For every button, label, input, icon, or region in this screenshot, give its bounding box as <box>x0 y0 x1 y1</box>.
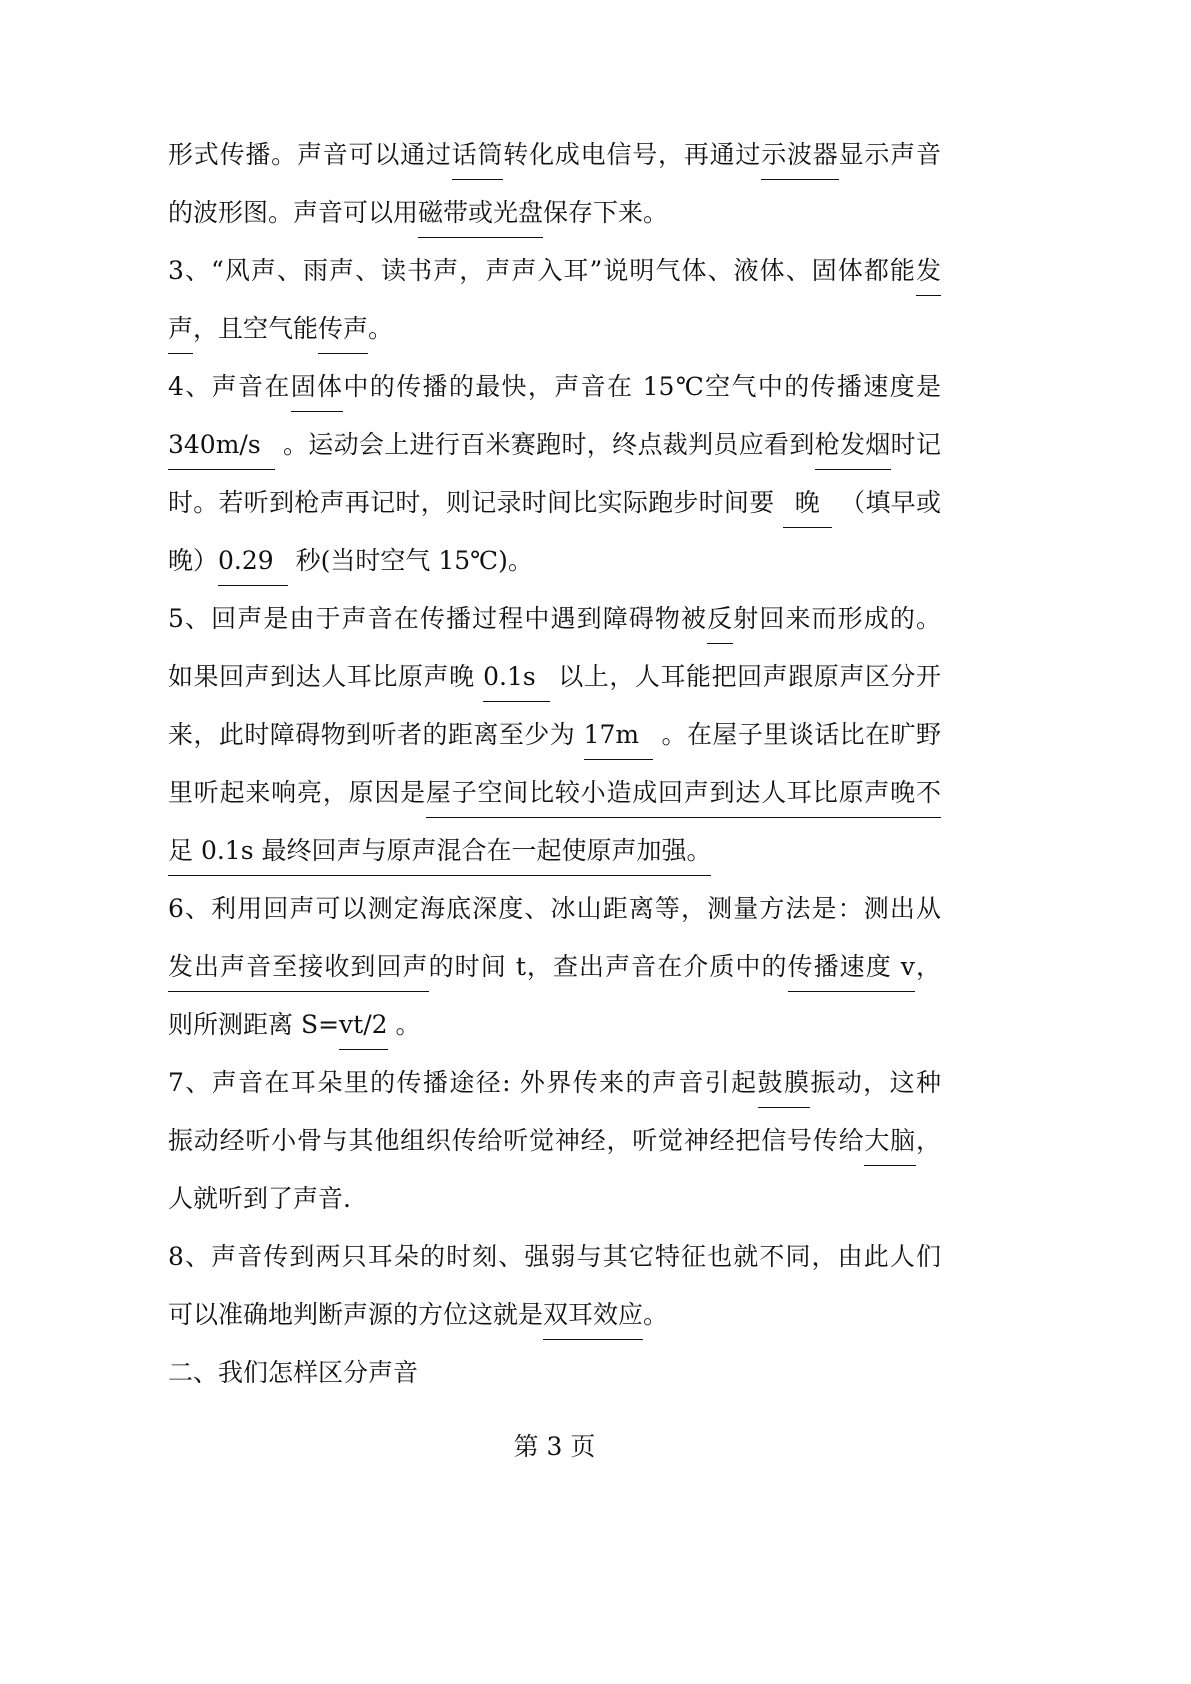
text-segment: 时记 <box>890 430 941 459</box>
text-segment: 。在屋子里谈话比在旷野 <box>653 720 941 749</box>
text-line <box>168 706 941 764</box>
text-segment: ，且空气能 <box>193 314 319 343</box>
text-segment: 的时间 t，查出声音在介质中的 <box>428 952 788 981</box>
text-line <box>168 532 941 590</box>
text-segment: 射回来而形成的。 <box>733 604 941 633</box>
text-segment: ， <box>915 1126 941 1155</box>
text-line <box>168 300 941 358</box>
answer-underline: 340m/s <box>168 430 275 470</box>
answer-underline: 17m <box>584 720 654 760</box>
page-number: 第 3 页 <box>513 1432 596 1461</box>
text-segment: 。 <box>643 1300 669 1329</box>
text-segment: 形式传播。声音可以通过 <box>168 140 452 169</box>
answer-underline: 反 <box>707 604 733 644</box>
text-segment: 5、回声是由于声音在传播过程中遇到障碍物被 <box>168 604 708 633</box>
text-line <box>168 1286 941 1344</box>
text-line <box>168 126 941 184</box>
text-segment: 显示声音 <box>838 140 941 169</box>
text-segment: 则所测距离 S= <box>168 1010 340 1039</box>
text-segment: ， <box>914 952 941 981</box>
text-segment: 的波形图。声音可以用 <box>168 198 419 227</box>
text-line <box>168 764 941 822</box>
text-line <box>168 416 941 474</box>
text-segment: 可以准确地判断声源的方位这就是 <box>168 1300 544 1329</box>
text-line <box>168 996 941 1054</box>
text-line <box>168 1228 941 1286</box>
answer-underline: 传声 <box>318 314 368 354</box>
answer-underline: 示波器 <box>761 140 838 180</box>
text-line <box>168 358 941 416</box>
text-line <box>168 648 941 706</box>
text-line <box>168 474 941 532</box>
text-segment: 二、我们怎样区分声音 <box>168 1358 419 1387</box>
text-segment: 4、声音在 <box>168 372 291 401</box>
answer-underline: 晚 <box>783 488 832 528</box>
text-segment: 3、“风声、雨声、读书声，声声入耳”说明气体、液体、固体都能 <box>168 256 916 285</box>
text-line <box>168 242 941 300</box>
text-line <box>168 590 941 648</box>
answer-underline: 磁带或光盘 <box>418 198 543 238</box>
answer-underline: 声 <box>168 314 193 354</box>
text-segment: 人就听到了声音. <box>168 1184 351 1213</box>
text-segment: 如果回声到达人耳比原声晚 <box>168 662 484 691</box>
text-segment: 里听起来响亮，原因是 <box>168 778 426 807</box>
text-segment: 中的传播的最快，声音在 15℃空气中的传播速度是 <box>343 372 941 401</box>
text-segment: 振动，这种 <box>810 1068 941 1097</box>
text-segment: 晚） <box>168 546 219 575</box>
text-segment: 7、声音在耳朵里的传播途径: 外界传来的声音引起 <box>168 1068 758 1097</box>
answer-underline: 传播速度 v <box>788 952 915 992</box>
text-segment: 。 <box>387 1010 421 1039</box>
answer-underline: 话筒 <box>452 140 504 180</box>
text-line <box>168 1170 941 1228</box>
body-text <box>168 126 941 1402</box>
answer-underline: 枪发烟 <box>815 430 891 470</box>
answer-underline: 0.29 <box>218 546 288 586</box>
text-segment: 保存下来。 <box>543 198 669 227</box>
answer-underline: 大脑 <box>864 1126 916 1166</box>
text-segment: 振动经听小骨与其他组织传给听觉神经，听觉神经把信号传给 <box>168 1126 865 1155</box>
text-segment: 。运动会上进行百米赛跑时，终点裁判员应看到 <box>274 430 815 459</box>
answer-underline: 鼓膜 <box>758 1068 811 1108</box>
text-segment: 时。若听到枪声再记时，则记录时间比实际跑步时间要 <box>168 488 783 517</box>
text-segment: 秒(当时空气 15℃)。 <box>287 546 533 575</box>
answer-underline: 0.1s <box>483 662 550 702</box>
text-line <box>168 184 941 242</box>
answer-underline: 发 <box>916 256 941 296</box>
text-segment: 以上，人耳能把回声跟原声区分开 <box>549 662 941 691</box>
answer-underline: vt/2 <box>339 1010 388 1050</box>
text-segment: 8、声音传到两只耳朵的时刻、强弱与其它特征也就不同，由此人们 <box>168 1242 941 1271</box>
text-line <box>168 938 941 996</box>
answer-underline: 屋子空间比较小造成回声到达人耳比原声晚不 <box>426 778 941 818</box>
text-segment: 6、利用回声可以测定海底深度、冰山距离等，测量方法是：测出从 <box>168 894 941 923</box>
text-line <box>168 880 941 938</box>
text-segment: 来，此时障碍物到听者的距离至少为 <box>168 720 584 749</box>
answer-underline: 双耳效应 <box>543 1300 643 1340</box>
text-segment: 转化成电信号，再通过 <box>503 140 762 169</box>
text-segment: 。 <box>368 314 394 343</box>
answer-underline: 发出声音至接收到回声 <box>168 952 429 992</box>
answer-underline: 足 0.1s 最终回声与原声混合在一起使原声加强。 <box>168 836 711 876</box>
answer-underline: 固体 <box>291 372 344 412</box>
text-line <box>168 1054 941 1112</box>
text-segment: （填早或 <box>831 488 941 517</box>
text-line <box>168 822 941 880</box>
text-line <box>168 1112 941 1170</box>
section-heading <box>168 1344 941 1402</box>
